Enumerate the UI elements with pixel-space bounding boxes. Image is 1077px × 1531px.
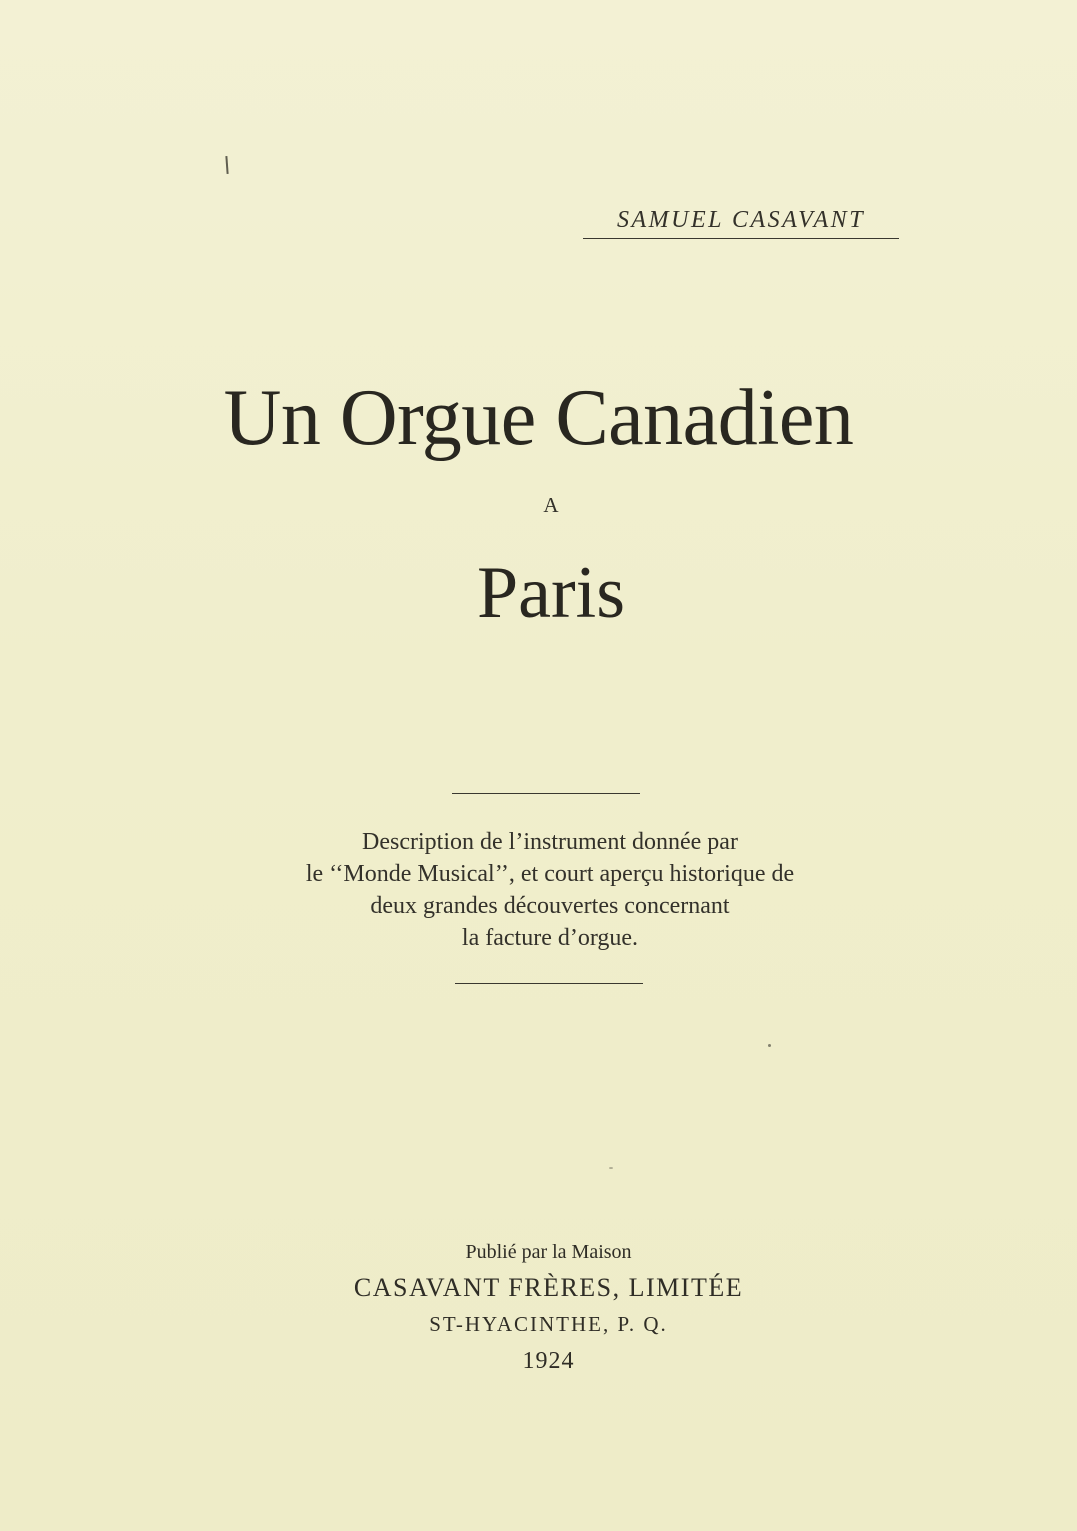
book-subtitle-city: Paris: [477, 552, 625, 634]
divider-bottom: [455, 983, 643, 984]
divider-top: [452, 793, 640, 794]
publisher-place: ST-HYACINTHE, P. Q.: [429, 1312, 668, 1336]
book-title: Un Orgue Canadien: [223, 374, 854, 462]
title-connector: A: [543, 493, 559, 517]
paper-speck: [609, 1167, 613, 1169]
publisher-name: CASAVANT FRÈRES, LIMITÉE: [353, 1273, 744, 1302]
description-line: la facture d’orgue.: [461, 925, 639, 951]
paper-speck: [768, 1044, 771, 1047]
publisher-intro: Publié par la Maison: [465, 1241, 632, 1263]
author-name: SAMUEL CASAVANT: [583, 204, 899, 239]
publisher-block: [0, 1236, 1077, 1378]
description-block: [200, 826, 900, 954]
paper-blemish: [225, 156, 228, 174]
description-line: deux grandes découvertes concernant: [370, 893, 730, 919]
publication-year: 1924: [522, 1348, 575, 1374]
description-line: le ‘‘Monde Musical’’, et court aperçu historique de: [305, 861, 795, 887]
description-line: Description de l’instrument donnée par: [362, 829, 738, 855]
